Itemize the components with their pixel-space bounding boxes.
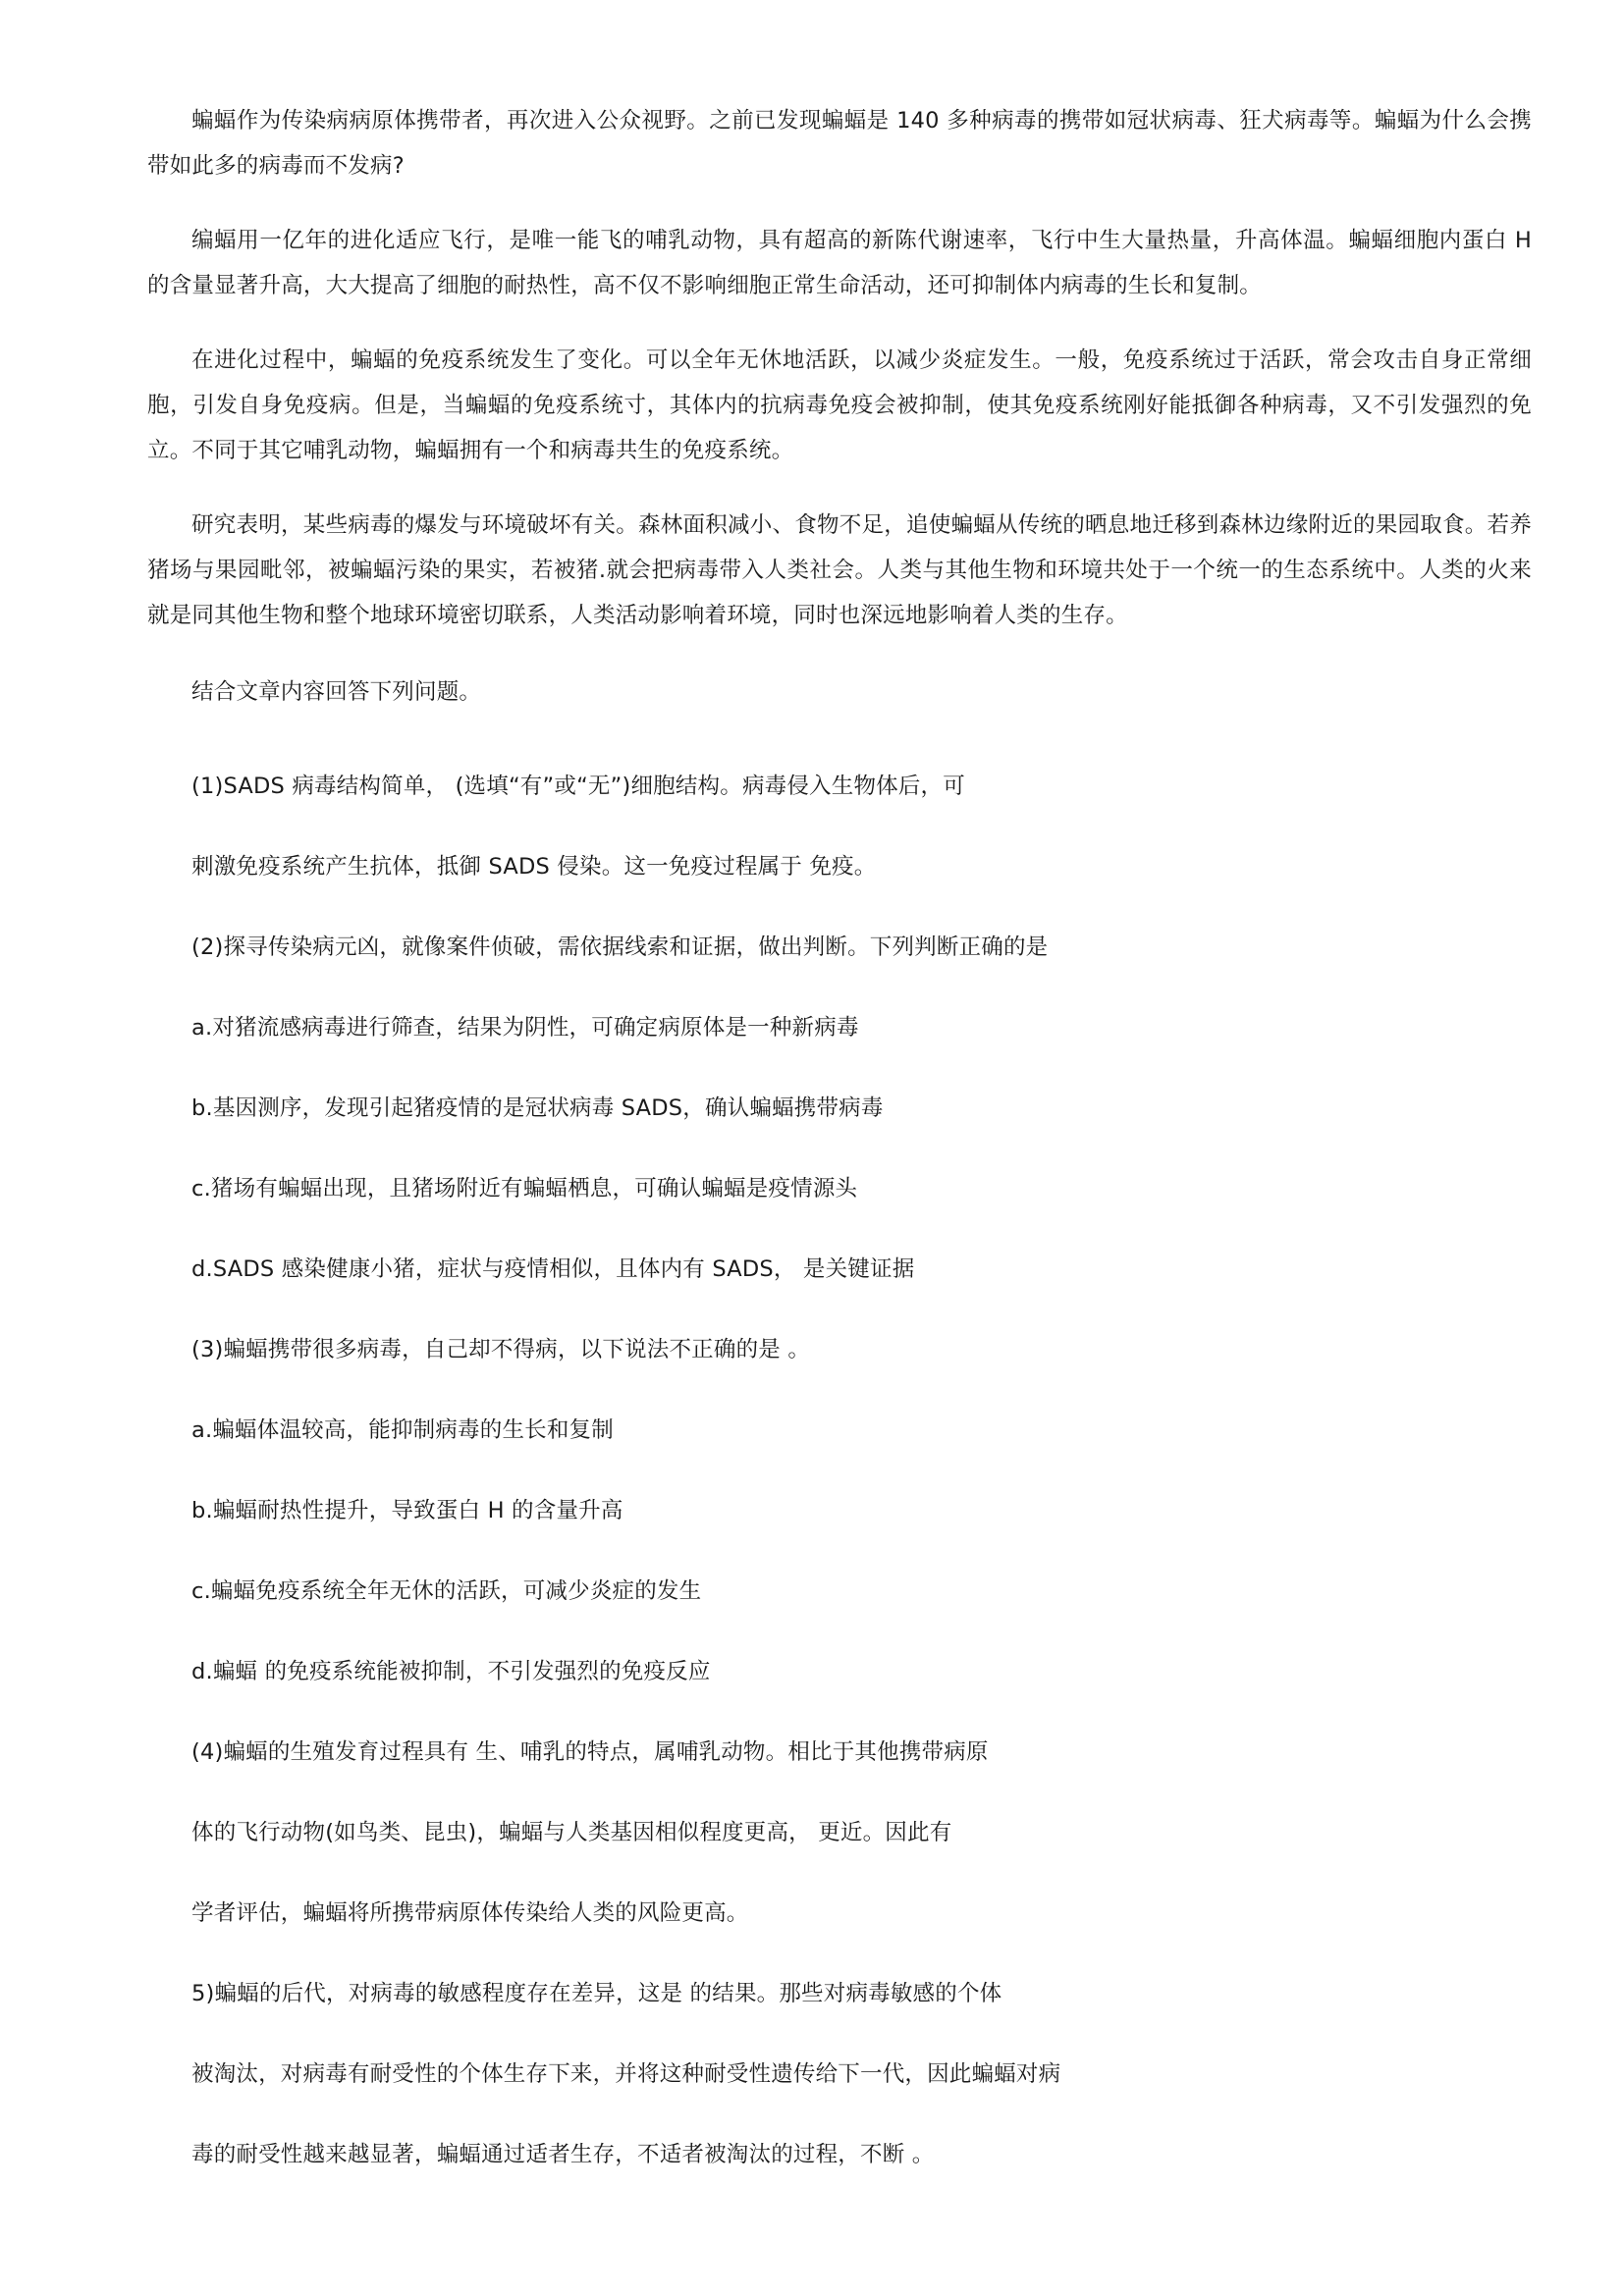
question-4-line-2: 体的飞行动物(如鸟类、昆虫)，蝙蝠与人类基因相似程度更高， 更近。因此有 bbox=[191, 1820, 952, 1845]
question-4-line-1: (4)蝙蝠的生殖发育过程具有 生、哺乳的特点，属哺乳动物。相比于其他携带病原 bbox=[191, 1739, 989, 1765]
question-4-line-3: 学者评估，蝙蝠将所携带病原体传染给人类的风险更高。 bbox=[191, 1900, 749, 1926]
question-1-line-2: 刺激免疫系统产生抗体，抵御 SADS 侵染。这一免疫过程属于 免疫。 bbox=[191, 854, 877, 880]
questions-intro: 结合文章内容回答下列问题。 bbox=[191, 679, 482, 705]
question-3-option-b: b.蝙蝠耐热性提升，导致蛋白 H 的含量升高 bbox=[191, 1498, 623, 1523]
question-3-stem: (3)蝙蝠携带很多病毒，自己却不得病，以下说法不正确的是 。 bbox=[191, 1337, 811, 1362]
question-5-line-1: 5)蝙蝠的后代，对病毒的敏感程度存在差异，这是 的结果。那些对病毒敏感的个体 bbox=[191, 1981, 1002, 2006]
question-2-option-a: a.对猪流感病毒进行筛查，结果为阴性，可确定病原体是一种新病毒 bbox=[191, 1015, 859, 1041]
question-2-option-b: b.基因测序，发现引起猪疫情的是冠状病毒 SADS，确认蝙蝠携带病毒 bbox=[191, 1095, 884, 1121]
question-2-option-d: d.SADS 感染健康小猪，症状与疫情相似，且体内有 SADS， 是关键证据 bbox=[191, 1256, 915, 1282]
paragraph-2: 编蝠用一亿年的进化适应飞行，是唯一能飞的哺乳动物，具有超高的新陈代谢速率，飞行中生大量热量，升高体温。蝙蝠细胞内蛋白 H 的含量显著升高，大大提高了细胞的耐热性，高不仅不影响细胞正常生命活动，还可抑制体内病毒的生长和复制。 bbox=[147, 228, 1532, 298]
question-2-stem: (2)探寻传染病元凶，就像案件侦破，需依据线索和证据，做出判断。下列判断正确的是 bbox=[191, 934, 1049, 960]
question-3-option-c: c.蝙蝠免疫系统全年无休的活跃，可减少炎症的发生 bbox=[191, 1578, 702, 1604]
question-1-line-1: (1)SADS 病毒结构简单， (选填“有”或“无”)细胞结构。病毒侵入生物体后，可 bbox=[191, 774, 965, 799]
question-5-line-3: 毒的耐受性越来越显著，蝙蝠通过适者生存，不适者被淘汰的过程，不断 。 bbox=[191, 2142, 935, 2167]
paragraph-3: 在进化过程中，蝙蝠的免疫系统发生了变化。可以全年无休地活跃，以减少炎症发生。一般，免疫系统过于活跃，常会攻击自身正常细胞，引发自身免疫病。但是，当蝙蝠的免疫系统寸，其体内的抗病毒免疫会被抑制，使其免疫系统刚好能抵御各种病毒，又不引发强烈的免立。不同于其它哺乳动物，蝙蝠拥有一个和病毒共生的免疫系统。 bbox=[147, 347, 1532, 463]
question-3-option-a: a.蝙蝠体温较高，能抑制病毒的生长和复制 bbox=[191, 1417, 614, 1443]
question-3-option-d: d.蝙蝠 的免疫系统能被抑制，不引发强烈的免疫反应 bbox=[191, 1659, 711, 1684]
question-5-line-2: 被淘汰，对病毒有耐受性的个体生存下来，并将这种耐受性遗传给下一代，因此蝙蝠对病 bbox=[191, 2061, 1061, 2087]
paragraph-4: 研究表明，某些病毒的爆发与环境破坏有关。森林面积减小、食物不足，追使蝙蝠从传统的晒息地迁移到森林边缘附近的果园取食。若养猪场与果园毗邻，被蝙蝠污染的果实，若被猪.就会把病毒带入人类社会。人类与其他生物和环境共处于一个统一的生态系统中。人类的火来就是同其他生物和整个地球环境密切联系，人类活动影响着环境，同时也深远地影响着人类的生存。 bbox=[147, 512, 1532, 628]
paragraph-1: 蝙蝠作为传染病病原体携带者，再次进入公众视野。之前已发现蝙蝠是 140 多种病毒的携带如冠状病毒、狂犬病毒等。蝙蝠为什么会携带如此多的病毒而不发病? bbox=[147, 108, 1532, 179]
question-2-option-c: c.猪场有蝙蝠出现，且猪场附近有蝙蝠栖息，可确认蝙蝠是疫情源头 bbox=[191, 1176, 858, 1201]
